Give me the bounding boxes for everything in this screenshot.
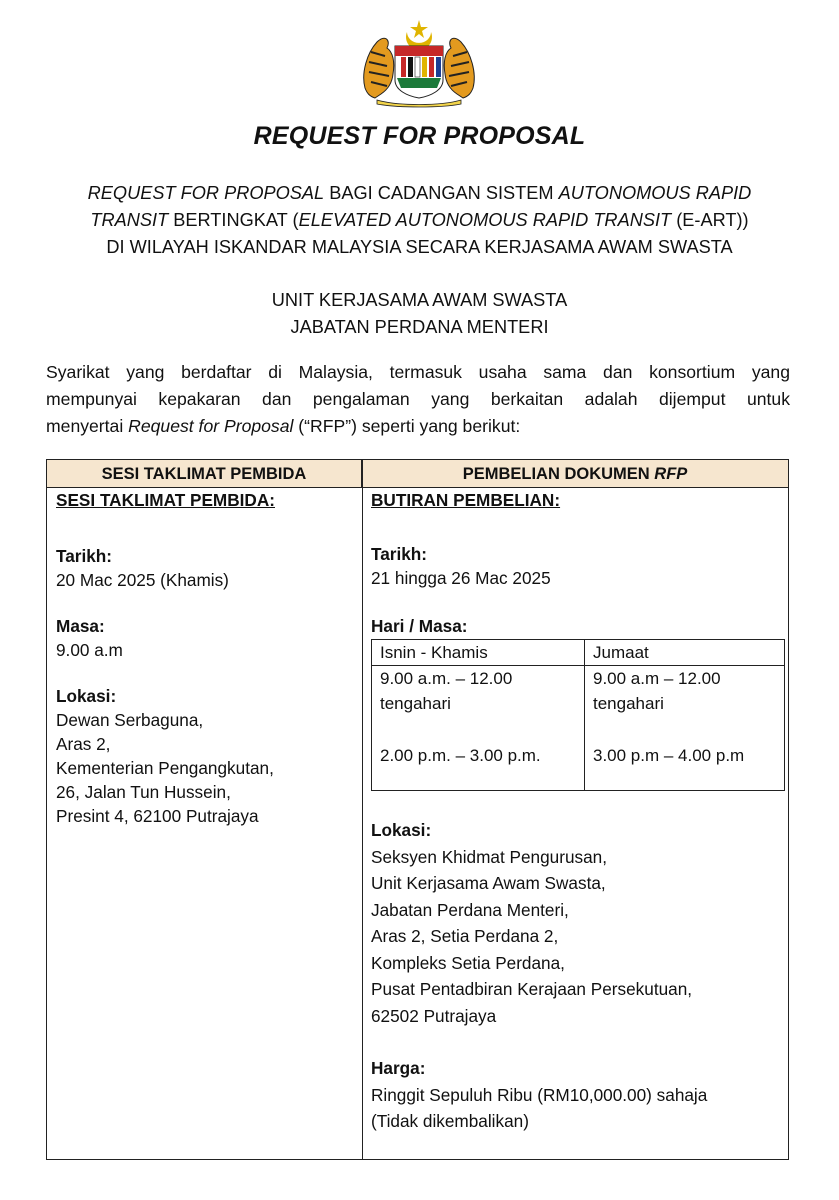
details-table [46, 459, 789, 1160]
briefing-time-value: 9.00 a.m [56, 640, 123, 660]
purchase-location-line: Seksyen Khidmat Pengurusan, [371, 846, 607, 867]
document-title: REQUEST FOR PROPOSAL [253, 122, 586, 150]
coat-of-arms-emblem [357, 18, 481, 108]
briefing-location-line: Presint 4, 62100 Putrajaya [56, 806, 259, 826]
briefing-location-line: Dewan Serbaguna, [56, 710, 204, 730]
issuing-unit [40, 287, 799, 341]
briefing-location-label: Lokasi: [56, 686, 117, 706]
subject-heading [40, 180, 799, 261]
schedule-header-row [372, 640, 785, 666]
department-name: JABATAN PERDANA MENTERI [290, 317, 549, 337]
price-note: (Tidak dikembalikan) [371, 1111, 529, 1131]
briefing-location-line: Aras 2, [56, 734, 111, 754]
intro-paragraph: Syarikat yang berdaftar di Malaysia, termasuk usaha sama dan konsortium yang mempunyai kepakaran dan pengalaman yang berkaitan adalah dijemput untuk menyertai Request for Proposal (“RFP”) seperti yang berikut: [46, 362, 790, 436]
briefing-date-label: Tarikh: [56, 546, 113, 566]
subject-line-2: TRANSIT BERTINGKAT (ELEVATED AUTONOMOUS RAPID TRANSIT (E-ART)) [90, 210, 749, 230]
purchase-location-line: Kompleks Setia Perdana, [371, 952, 565, 973]
friday-header: Jumaat [585, 640, 785, 666]
briefing-heading: SESI TAKLIMAT PEMBIDA: [56, 490, 275, 510]
header-briefing-session: SESI TAKLIMAT PEMBIDA [47, 460, 362, 488]
purchase-date-label: Tarikh: [371, 544, 428, 564]
briefing-location-line: Kementerian Pengangkutan, [56, 758, 274, 778]
briefing-date-value: 20 Mac 2025 (Khamis) [56, 570, 229, 590]
schedule-label: Hari / Masa: [371, 616, 468, 636]
header-rfp-purchase: PEMBELIAN DOKUMEN RFP [362, 460, 788, 488]
purchase-column [371, 488, 783, 1135]
weekday-header: Isnin - Khamis [372, 640, 585, 666]
purchase-location-line: Pusat Pentadbiran Kerajaan Persekutuan, [371, 979, 693, 999]
friday-times: 9.00 a.m – 12.00 tengahari 3.00 p.m – 4.00 p.m [585, 666, 785, 791]
schedule-table [371, 639, 785, 791]
briefing-location-line: 26, Jalan Tun Hussein, [56, 782, 231, 802]
purchase-location-line: 62502 Putrajaya [371, 1005, 497, 1026]
briefing-time-label: Masa: [56, 616, 105, 636]
purchase-location-line: Aras 2, Setia Perdana 2, [371, 926, 559, 946]
briefing-session-column [56, 488, 356, 828]
schedule-times-row [372, 666, 785, 791]
subject-line-1: REQUEST FOR PROPOSAL BAGI CADANGAN SISTEM AUTONOMOUS RAPID [87, 183, 752, 203]
purchase-heading: BUTIRAN PEMBELIAN: [371, 490, 561, 510]
purchase-location-line: Unit Kerjasama Awam Swasta, [371, 873, 606, 893]
column-divider [362, 460, 363, 1159]
unit-name: UNIT KERJASAMA AWAM SWASTA [271, 290, 568, 310]
purchase-location-line: Jabatan Perdana Menteri, [371, 899, 569, 920]
price-label: Harga: [371, 1058, 426, 1078]
purchase-date-value: 21 hingga 26 Mac 2025 [371, 568, 551, 588]
weekday-times: 9.00 a.m. – 12.00 tengahari 2.00 p.m. – 3.00 p.m. [372, 666, 585, 791]
purchase-location-label: Lokasi: [371, 820, 432, 840]
subject-line-3: DI WILAYAH ISKANDAR MALAYSIA SECARA KERJASAMA AWAM SWASTA [106, 237, 733, 257]
price-value: Ringgit Sepuluh Ribu (RM10,000.00) sahaja [371, 1084, 708, 1105]
